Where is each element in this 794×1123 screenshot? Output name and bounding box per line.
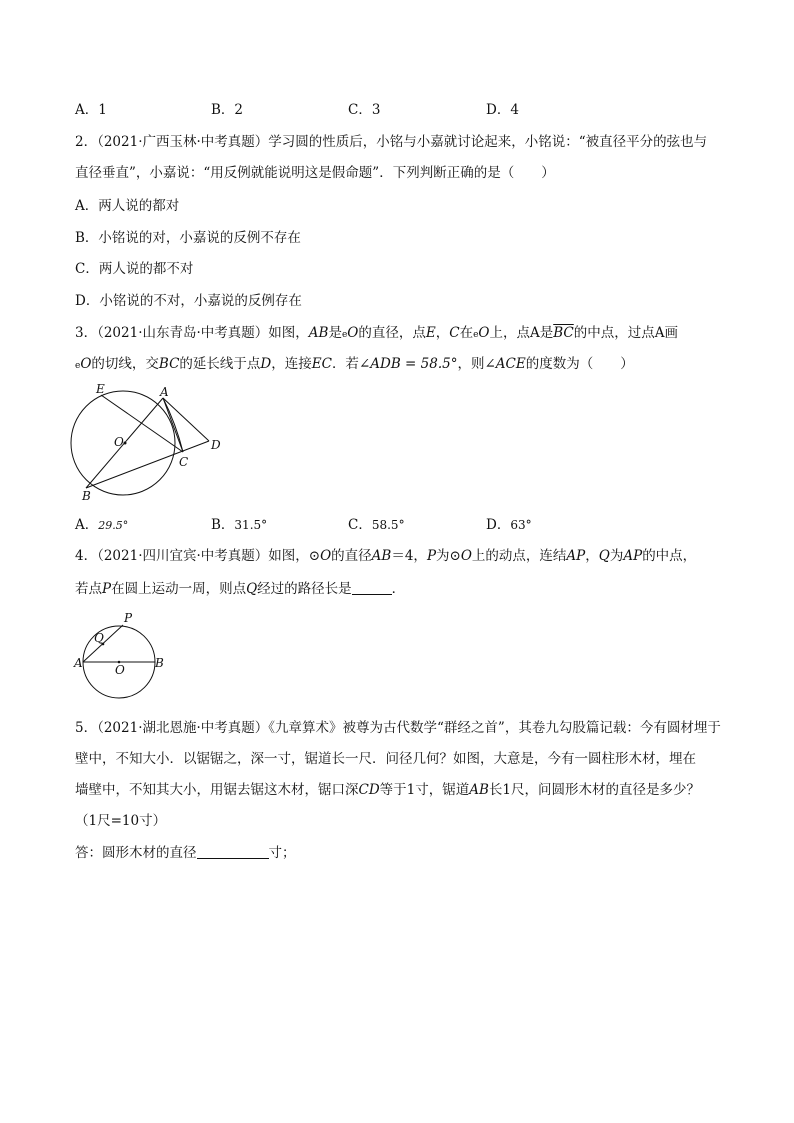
q3-stem-line2: eO的切线，交BC的延长线于点D，连接EC．若∠ADB = 58.5°，则∠ACE的度数为（ ） [75, 356, 634, 372]
q2-stem-line1: 2．（2021·广西玉林·中考真题）学习圆的性质后，小铭与小嘉就讨论起来，小铭说：“被直径平分的弦也与 [75, 134, 708, 150]
q3-label-e: E [96, 382, 105, 396]
q1-option-a: A．1 [75, 102, 107, 118]
q5-stem-line4: （1尺=10寸） [75, 813, 167, 829]
q4-label-a: A [74, 656, 83, 670]
q3-option-b: B．31.5° [211, 517, 268, 533]
q3-label-c: C [179, 455, 189, 469]
q2-option-b: B．小铭说的对，小嘉说的反例不存在 [75, 230, 301, 246]
q2-option-d: D．小铭说的不对，小嘉说的反例存在 [75, 293, 302, 309]
q5-answer-blank [197, 844, 269, 859]
q3-stem-line1: 3．（2021·山东青岛·中考真题）如图，AB是eO的直径，点E，C在eO上，点A是$\overline{BC}$的中点，过点A画 [75, 325, 678, 341]
q3-option-c: C．58.5° [348, 517, 405, 533]
q5-stem-line2: 壁中，不知大小．以锯锯之，深一寸，锯道长一尺．问径几何？如图，大意是，今有一圆柱形木材，埋在 [75, 751, 696, 767]
q4-stem-line2: 若点P在圆上运动一周，则点Q经过的路径长是 ． [75, 581, 406, 597]
q3-center-dot [124, 442, 127, 445]
q3-option-a: A．29.5° [75, 517, 129, 533]
q5-stem-line1: 5．（2021·湖北恩施·中考真题）《九章算术》被尊为古代数学“群经之首”，其卷九勾股篇记载：今有圆材埋于 [75, 720, 721, 736]
q5-stem-line3: 墙壁中，不知其大小，用锯去锯这木材，锯口深CD等于1寸，锯道AB长1尺，问圆形木材的直径是多少？ [75, 782, 701, 798]
q4-label-p: P [124, 611, 133, 625]
q4-stem-line1: 4．（2021·四川宜宾·中考真题）如图，⊙O的直径AB＝4，P为⊙O上的动点，连结AP，Q为AP的中点， [75, 548, 697, 564]
q3-label-d: D [211, 438, 221, 452]
q4-label-b: B [155, 656, 164, 670]
q2-stem-line2: 直径垂直”，小嘉说：“用反例就能说明这是假命题”．下列判断正确的是（ ） [75, 165, 555, 181]
q3-label-a: A [160, 385, 169, 399]
q1-option-c: C．3 [348, 102, 381, 118]
q3-label-o: O [114, 435, 124, 449]
q4-answer-blank [352, 580, 392, 595]
q2-option-a: A．两人说的都对 [75, 198, 180, 214]
q3-line-bc-d [86, 441, 209, 488]
q5-answer-line: 答：圆形木材的直径 寸； [75, 845, 296, 861]
q4-label-o: O [115, 663, 125, 677]
q3-chord-ac [163, 398, 183, 452]
q4-circle-figure [73, 612, 173, 702]
q1-option-b: B．2 [211, 102, 244, 118]
q3-circle-figure [68, 380, 228, 505]
q3-option-d: D．63° [486, 517, 532, 533]
q4-label-q: Q [94, 631, 104, 645]
q1-option-d: D．4 [486, 102, 519, 118]
q2-option-c: C．两人说的都不对 [75, 261, 194, 277]
q3-label-b: B [82, 489, 91, 503]
q3-segment-eb [101, 396, 115, 429]
